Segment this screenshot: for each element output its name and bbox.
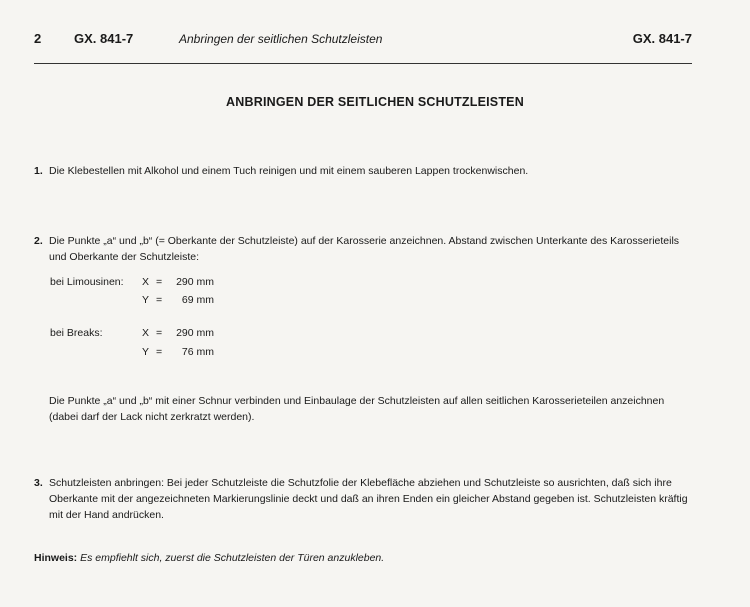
document-code-right: GX. 841-7: [632, 31, 692, 46]
measurement-equals: =: [156, 346, 163, 358]
step-number: 2.: [34, 235, 43, 247]
measurement-value: 290 mm: [176, 276, 214, 288]
page-title: ANBRINGEN DER SEITLICHEN SCHUTZLEISTEN: [226, 95, 524, 109]
note-label: Hinweis:: [34, 552, 78, 564]
step-text: Die Punkte „a“ und „b“ (= Oberkante der Schutzleiste) auf der Karosserie anzeichnen. Abstand zwischen Unterkante des Karosserieteils und Oberkante der Schutzleiste:: [49, 235, 680, 263]
measurement-value: 76 mm: [181, 346, 214, 358]
note-text: Es empfiehlt sich, zuerst die Schutzleisten der Türen anzukleben.: [80, 552, 385, 564]
measurement-equals: =: [156, 276, 163, 288]
measurement-label: bei Breaks:: [50, 327, 103, 339]
page-number: 2: [34, 31, 42, 46]
measurement-label: bei Limousinen:: [50, 276, 124, 288]
measurement-group-limousine: [0, 274, 750, 314]
measurement-axis: X: [142, 327, 150, 339]
step-text: Die Klebestellen mit Alkohol und einem Tuch reinigen und mit einem sauberen Lappen trockenwischen.: [49, 165, 529, 177]
note: [34, 552, 384, 564]
step-1: [34, 163, 694, 179]
measurement-value: 290 mm: [176, 327, 214, 339]
header-title: Anbringen der seitlichen Schutzleisten: [179, 32, 383, 46]
page-header: [0, 31, 750, 51]
measurement-value: 69 mm: [181, 294, 214, 306]
measurement-group-break: [0, 325, 750, 365]
measurement-axis: Y: [142, 294, 150, 306]
measurement-axis: X: [142, 276, 150, 288]
step-2: [34, 233, 694, 265]
step-3: [34, 475, 694, 523]
step-2-followup: Die Punkte „a“ und „b“ mit einer Schnur verbinden und Einbaulage der Schutzleisten auf allen seitlichen Karosserieteilen anzeichnen (dabei darf der Lack nicht zerkratzt werden).: [49, 395, 665, 423]
header-divider: [34, 63, 692, 64]
document-code: GX. 841-7: [74, 31, 134, 46]
measurement-equals: =: [156, 327, 163, 339]
step-number: 3.: [34, 477, 43, 489]
measurement-axis: Y: [142, 346, 150, 358]
step-number: 1.: [34, 165, 43, 177]
measurement-equals: =: [156, 294, 163, 306]
step-text: Schutzleisten anbringen: Bei jeder Schutzleiste die Schutzfolie der Klebefläche abziehen und Schutzleiste so ausrichten, daß sich ihre Oberkante mit der angezeichneten Markierungslinie deckt und daß an ihren Enden ein gleicher Abstand gegeben ist. Schutzleisten kräftig mit der Hand andrücken.: [49, 477, 688, 521]
